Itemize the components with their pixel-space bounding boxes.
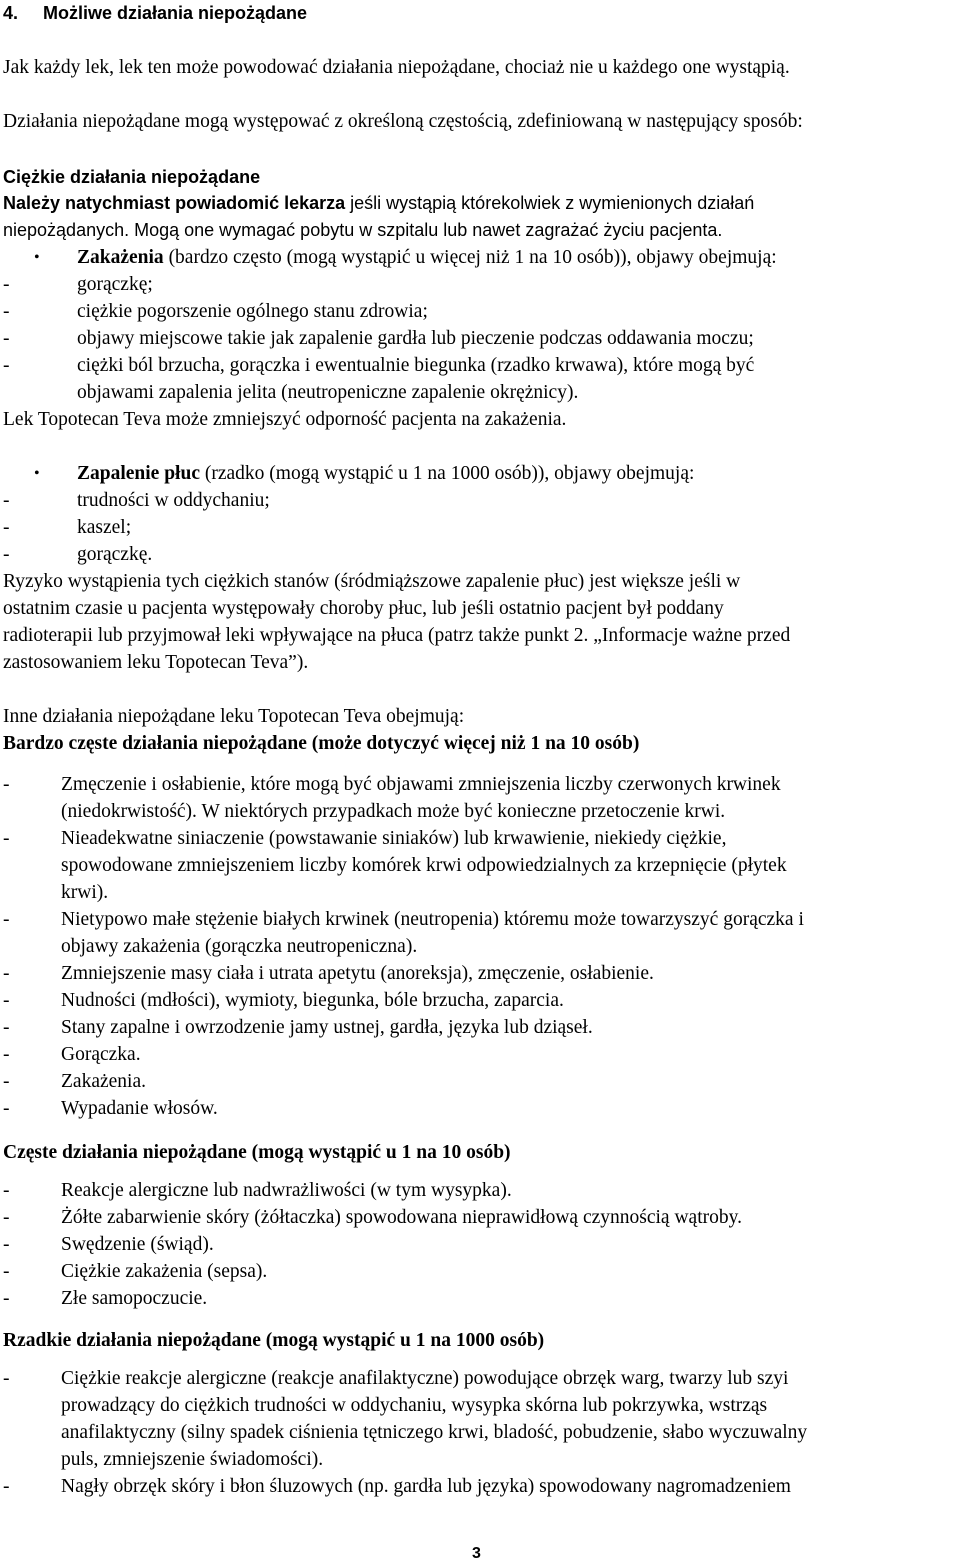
list-item-dash: -	[3, 1071, 10, 1092]
list-item-continuation: krwi).	[61, 882, 109, 903]
intro-paragraph-1: Jak każdy lek, lek ten może powodować działania niepożądane, chociaż nie u każdego one wystąpią.	[3, 57, 790, 78]
list-item: Zakażenia.	[61, 1071, 146, 1092]
list-item-dash: -	[3, 1234, 10, 1255]
list-item: Wypadanie włosów.	[61, 1098, 218, 1119]
infections-title: Zakażenia	[77, 247, 164, 268]
list-item-dash: -	[3, 990, 10, 1011]
section-title: 4. Możliwe działania niepożądane	[3, 3, 308, 23]
list-item-dash: -	[3, 774, 10, 795]
list-item-dash: -	[3, 1476, 10, 1497]
list-item: Nieadekwatne siniaczenie (powstawanie siniaków) lub krwawienie, niekiedy ciężkie,	[61, 828, 727, 849]
list-item: Zmniejszenie masy ciała i utrata apetytu (anoreksja), zmęczenie, osłabienie.	[61, 963, 654, 984]
page-number: 3	[472, 1545, 481, 1562]
list-item: Zmęczenie i osłabienie, które mogą być objawami zmniejszenia liczby czerwonych krwinek	[61, 774, 781, 795]
list-item-dash: -	[3, 1180, 10, 1201]
serious-notify-line-1	[3, 190, 754, 217]
list-item-dash: -	[3, 1207, 10, 1228]
list-item: Nietypowo małe stężenie białych krwinek (neutropenia) któremu może towarzyszyć gorączka i	[61, 909, 804, 930]
common-heading: Częste działania niepożądane (mogą wystąpić u 1 na 10 osób)	[3, 1142, 511, 1163]
list-item-continuation: anafilaktyczny (silny spadek ciśnienia tętniczego krwi, bladość, pobudzenie, słabo wyczuwalny	[61, 1422, 808, 1443]
serious-notify-rest: jeśli wystąpią którekolwiek z wymienionych działań	[345, 193, 755, 213]
infections-line	[77, 244, 777, 271]
list-item-dash: -	[3, 1261, 10, 1282]
pneumonia-line	[77, 460, 694, 487]
list-item: Swędzenie (świąd).	[61, 1234, 214, 1255]
list-item: Ciężkie reakcje alergiczne (reakcje anafilaktyczne) powodujące obrzęk warg, twarzy lub szyi	[61, 1368, 789, 1389]
list-item-dash: -	[3, 1044, 10, 1065]
serious-notify-bold: Należy natychmiast powiadomić lekarza	[3, 193, 346, 213]
list-item-continuation: (niedokrwistość). W niektórych przypadkach może być konieczne przetoczenie krwi.	[61, 801, 726, 822]
list-item-dash: -	[3, 1368, 10, 1389]
list-item: Złe samopoczucie.	[61, 1288, 208, 1309]
infections-note: Lek Topotecan Teva może zmniejszyć odporność pacjenta na zakażenia.	[3, 409, 567, 430]
pneumonia-risk-line: Ryzyko wystąpienia tych ciężkich stanów (śródmiąższowe zapalenie płuc) jest większe jeśli w	[3, 571, 741, 592]
list-item-continuation: prowadzący do ciężkich trudności w oddychaniu, wysypka skórna lub pokrzywka, wstrząs	[61, 1395, 768, 1416]
list-item-dash: -	[3, 963, 10, 984]
list-item: Nagły obrzęk skóry i błon śluzowych (np. gardła lub języka) spowodowany nagromadzeniem	[61, 1476, 791, 1497]
rare-heading: Rzadkie działania niepożądane (mogą wystąpić u 1 na 1000 osób)	[3, 1330, 545, 1351]
list-item: Nudności (mdłości), wymioty, biegunka, bóle brzucha, zaparcia.	[61, 990, 564, 1011]
pneumonia-title: Zapalenie płuc	[77, 463, 200, 484]
list-item: Stany zapalne i owrzodzenie jamy ustnej, gardła, języka lub dziąseł.	[61, 1017, 593, 1038]
pneumonia-desc: (rzadko (mogą wystąpić u 1 na 1000 osób)), objawy obejmują:	[199, 463, 695, 484]
list-item-dash: -	[3, 1288, 10, 1309]
very-common-heading: Bardzo częste działania niepożądane (może dotyczyć więcej niż 1 na 10 osób)	[3, 733, 640, 754]
list-item-continuation: spowodowane zmniejszeniem liczby komórek krwi odpowiedzialnych za krzepnięcie (płytek	[61, 855, 787, 876]
list-item: Ciężkie zakażenia (sepsa).	[61, 1261, 268, 1282]
list-item: Gorączka.	[61, 1044, 141, 1065]
pneumonia-risk-line: ostatnim czasie u pacjenta występowały choroby płuc, lub jeśli ostatnio pacjent był poddany	[3, 598, 724, 619]
list-item-continuation: puls, zmniejszenie świadomości).	[61, 1449, 324, 1470]
list-item-dash: -	[3, 1017, 10, 1038]
infections-desc: (bardzo często (mogą wystąpić u więcej niż 1 na 10 osób)), objawy obejmują:	[163, 247, 777, 268]
list-item-continuation: objawami zapalenia jelita (neutropeniczne zapalenie okrężnicy).	[77, 382, 579, 403]
list-item-continuation: objawy zakażenia (gorączka neutropeniczna).	[61, 936, 418, 957]
bullet-icon: •	[34, 465, 40, 482]
pneumonia-risk-line: radioterapii lub przyjmował leki wpływające na płuca (patrz także punkt 2. „Informacje ważne przed	[3, 625, 791, 646]
bullet-icon: •	[34, 249, 40, 266]
serious-notify-line-2: niepożądanych. Mogą one wymagać pobytu w szpitalu lub nawet zagrażać życiu pacjenta.	[3, 220, 723, 240]
pneumonia-risk-line: zastosowaniem leku Topotecan Teva”).	[3, 652, 309, 673]
intro-paragraph-2: Działania niepożądane mogą występować z określoną częstością, zdefiniowaną w następujący sposób:	[3, 111, 803, 132]
list-item-dash: -	[3, 1098, 10, 1119]
list-item: Reakcje alergiczne lub nadwrażliwości (w tym wysypka).	[61, 1180, 512, 1201]
list-item-dash: -	[3, 909, 10, 930]
serious-heading: Ciężkie działania niepożądane	[3, 167, 261, 187]
list-item: Żółte zabarwienie skóry (żółtaczka) spowodowana nieprawidłową czynnością wątroby.	[61, 1207, 742, 1228]
list-item-dash: -	[3, 828, 10, 849]
other-intro: Inne działania niepożądane leku Topotecan Teva obejmują:	[3, 706, 465, 727]
